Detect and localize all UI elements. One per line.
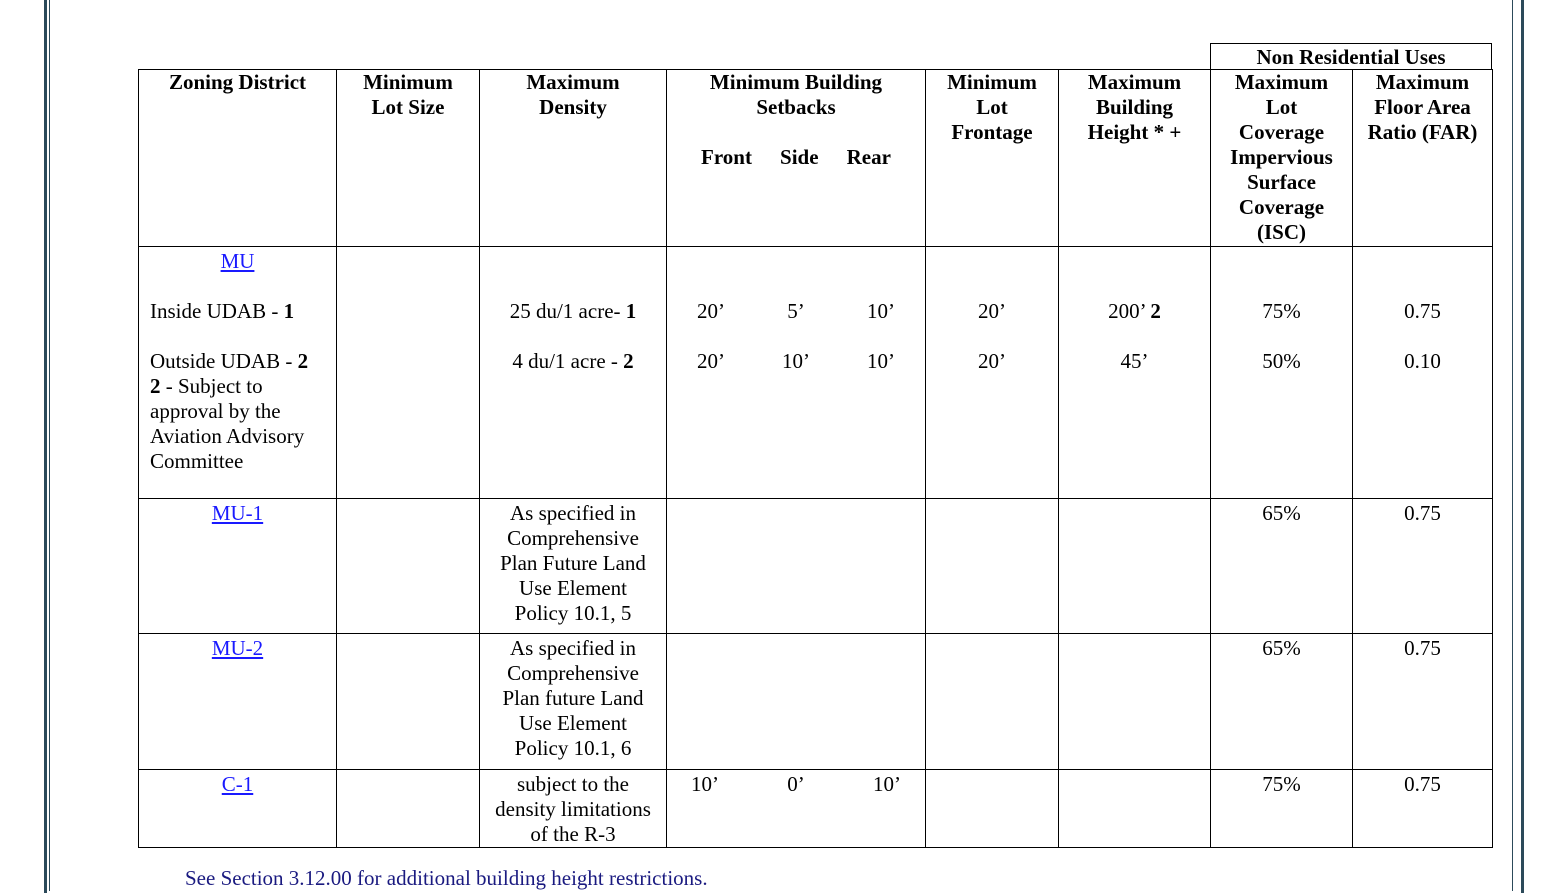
- zoning-table: [138, 69, 1493, 848]
- mu-outside-density: 4 du/1 acre - 2: [512, 349, 634, 373]
- mu-inside-label: Inside UDAB - 1: [150, 299, 295, 323]
- mu-inside-height: 200’ 2: [1108, 299, 1161, 323]
- header-max-coverage: Maximum Lot Coverage Impervious Surface Coverage (ISC): [1211, 70, 1353, 247]
- c1-setbacks: 10’ 0’ 10’: [691, 772, 901, 796]
- header-front: Front: [701, 145, 752, 169]
- mu-inside-setbacks: 20’ 5’ 10’: [697, 299, 895, 323]
- mu-approval-note: 2 - Subject to approval by the Aviation Advisory Committee: [150, 374, 305, 473]
- header-zoning-district: Zoning District: [139, 70, 337, 247]
- mu-min-lot-size: [337, 247, 480, 499]
- c1-district-link[interactable]: C-1: [221, 772, 254, 796]
- table-header-row: [139, 70, 1493, 247]
- non-residential-uses-header: Non Residential Uses: [1210, 43, 1492, 69]
- mu2-density: As specified in Comprehensive Plan future Land Use Element Policy 10.1, 6: [480, 634, 667, 770]
- mu1-density: As specified in Comprehensive Plan Future Land Use Element Policy 10.1, 5: [480, 499, 667, 634]
- header-setbacks: Minimum Building Setbacks Front Side Rear: [667, 70, 926, 247]
- mu-inside-coverage: 75%: [1262, 299, 1301, 323]
- mu2-coverage: 65%: [1211, 634, 1353, 770]
- mu-outside-label: Outside UDAB - 2: [150, 349, 309, 373]
- mu-outside-coverage: 50%: [1262, 349, 1301, 373]
- c1-far: 0.75: [1353, 770, 1493, 848]
- c1-coverage: 75%: [1211, 770, 1353, 848]
- header-max-density: Maximum Density: [480, 70, 667, 247]
- mu-outside-far: 0.10: [1404, 349, 1441, 373]
- header-max-height: Maximum Building Height * +: [1059, 70, 1211, 247]
- mu1-far: 0.75: [1353, 499, 1493, 634]
- footnote-text: See Section 3.12.00 for additional building height restrictions.: [185, 866, 708, 890]
- mu-district-link[interactable]: MU: [220, 249, 255, 273]
- table-row-mu2: [139, 634, 1493, 770]
- header-min-frontage: Minimum Lot Frontage: [926, 70, 1059, 247]
- header-side: Side: [780, 145, 819, 169]
- table-row-mu1: [139, 499, 1493, 634]
- c1-density: subject to the density limitations of the R-3: [480, 770, 667, 848]
- header-max-far: Maximum Floor Area Ratio (FAR): [1353, 70, 1493, 247]
- header-min-lot-size: Minimum Lot Size: [337, 70, 480, 247]
- mu-inside-density: 25 du/1 acre- 1: [509, 299, 637, 323]
- mu2-district-link[interactable]: MU-2: [211, 636, 264, 660]
- table-row-mu: [139, 247, 1493, 499]
- mu-inside-far: 0.75: [1404, 299, 1441, 323]
- mu1-coverage: 65%: [1211, 499, 1353, 634]
- header-rear: Rear: [846, 145, 891, 169]
- table-row-c1: [139, 770, 1493, 848]
- mu-outside-setbacks: 20’ 10’ 10’: [697, 349, 895, 373]
- mu-inside-frontage: 20’: [978, 299, 1006, 323]
- mu-outside-frontage: 20’: [978, 349, 1006, 373]
- mu1-district-link[interactable]: MU-1: [211, 501, 264, 525]
- mu-outside-height: 45’: [1120, 349, 1149, 373]
- mu2-far: 0.75: [1353, 634, 1493, 770]
